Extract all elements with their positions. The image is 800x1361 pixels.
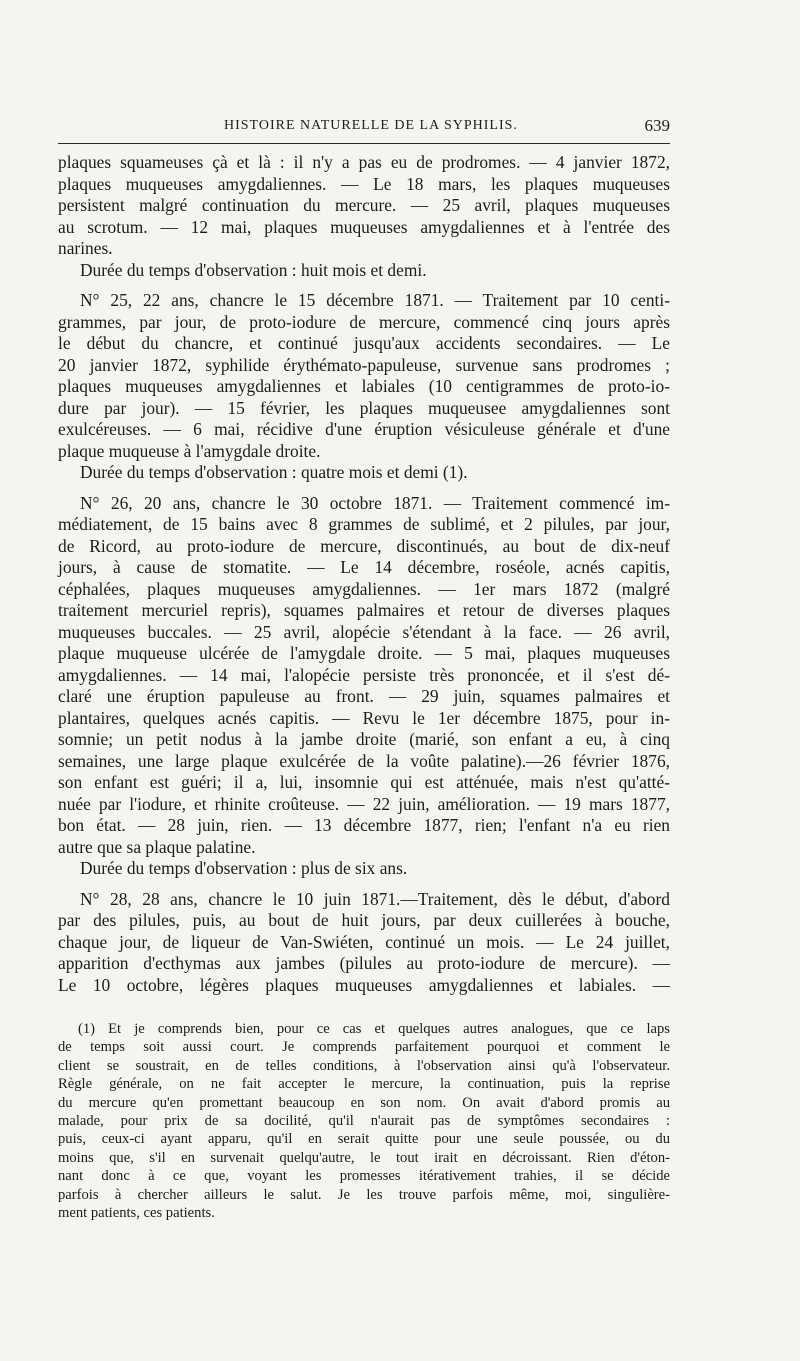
- text-line: persistent malgré continuation du mercure. — 25 avril, plaques muqueuses: [58, 195, 670, 215]
- text-line: son enfant est guéri; il a, lui, insomnie qui est atténuée, mais n'est qu'atté-: [58, 772, 670, 792]
- footnote-line: du mercure qu'en promettant beaucoup en son nom. On avait d'abord promis au: [58, 1094, 670, 1111]
- paragraph-observation-duration: [58, 260, 670, 282]
- footnote-line: nant donc à ce que, voyant les promesses itérativement trahies, il se décide: [58, 1168, 670, 1185]
- text-line: autre que sa plaque palatine.: [58, 836, 256, 857]
- footnote-line: puis, ceux-ci ayant apparu, qu'il en serait quitte pour une seule poussée, ou du: [58, 1131, 670, 1148]
- text-line: somnie; un petit nodus à la jambe droite (marié, son enfant a eu, à cinq: [58, 729, 670, 749]
- text-line: de Ricord, au proto-iodure de mercure, discontinués, au bout de dix-neuf: [58, 535, 670, 556]
- text-line: traitement mercuriel repris), squames palmaires et retour de diverses plaques: [58, 600, 670, 620]
- text-line: chaque jour, de liqueur de Van-Swiéten, continué un mois. — Le 24 juillet,: [58, 931, 670, 952]
- text-line: grammes, par jour, de proto-iodure de mercure, commencé cinq jours après: [58, 311, 670, 332]
- text-line: plaques squameuses çà et là : il n'y a pas eu de prodromes. — 4 janvier 1872,: [58, 152, 670, 172]
- text-line: Durée du temps d'observation : quatre mois et demi (1).: [80, 462, 468, 482]
- text-line: par des pilules, puis, au bout de huit jours, par deux cuillerées à bouche,: [58, 910, 670, 930]
- text-line: médiatement, de 15 bains avec 8 grammes de sublimé, et 2 pilules, par jour,: [58, 514, 670, 534]
- text-line: bon état. — 28 juin, rien. — 13 décembre 1877, rien; l'enfant n'a eu rien: [58, 815, 670, 835]
- header-rule: [58, 143, 670, 144]
- text-line: jours, à cause de stomatite. — Le 14 décembre, roséole, acnés capitis,: [58, 557, 670, 577]
- paragraph-observation-duration: [58, 858, 670, 880]
- text-line: plaque muqueuse à l'amygdale droite.: [58, 440, 321, 461]
- text-line: narines.: [58, 238, 113, 258]
- paragraph-case-26: [58, 493, 670, 859]
- text-line: N° 25, 22 ans, chancre le 15 décembre 1871. — Traitement par 10 centi-: [80, 290, 670, 310]
- footnote-line: malade, pour prix de sa docilité, qu'il n'aurait pas de symptômes secondaires :: [58, 1113, 670, 1130]
- main-text: [58, 152, 670, 996]
- footnote: [58, 1020, 670, 1222]
- text-line: le début du chancre, et continué jusqu'aux accidents secondaires. — Le: [58, 333, 670, 353]
- text-line: Durée du temps d'observation : plus de six ans.: [80, 858, 408, 878]
- text-line: semaines, une large plaque exulcérée de la voûte palatine).—26 février 1876,: [58, 750, 670, 771]
- page-number: 639: [644, 116, 670, 135]
- footnote-line: ment patients, ces patients.: [58, 1205, 215, 1222]
- paragraph-case-28: [58, 889, 670, 997]
- text-line: amygdaliennes. — 14 mai, l'alopécie persiste très prononcée, et il s'est dé-: [58, 664, 670, 685]
- text-line: apparition d'ecthymas aux jambes (pilules au proto-iodure de mercure). —: [58, 953, 670, 973]
- text-line: plaques muqueuses amygdaliennes. — Le 18 mars, les plaques muqueuses: [58, 173, 670, 194]
- text-line: céphalées, plaques muqueuses amygdaliennes. — 1er mars 1872 (malgré: [58, 578, 670, 599]
- footnote-line: (1) Et je comprends bien, pour ce cas et quelques autres analogues, que ce laps: [78, 1021, 670, 1037]
- text-line: exulcéreuses. — 6 mai, récidive d'une éruption vésiculeuse générale et d'une: [58, 419, 670, 439]
- text-line: Durée du temps d'observation : huit mois et demi.: [80, 259, 427, 280]
- running-header: [58, 114, 670, 138]
- text-line: muqueuses buccales. — 25 avril, alopécie s'étendant à la face. — 26 avril,: [58, 621, 670, 642]
- running-title: HISTOIRE NATURELLE DE LA SYPHILIS.: [224, 118, 518, 133]
- paragraph-continued: [58, 152, 670, 260]
- footnote-line: de temps soit aussi court. Je comprends parfaitement pourquoi et comment le: [58, 1039, 670, 1056]
- text-line: au scrotum. — 12 mai, plaques muqueuses amygdaliennes et à l'entrée des: [58, 216, 670, 237]
- text-line: N° 28, 28 ans, chancre le 10 juin 1871.—Traitement, dès le début, d'abord: [80, 888, 670, 909]
- text-line: claré une éruption papuleuse au front. — 29 juin, squames palmaires et: [58, 686, 670, 706]
- text-line: plaques muqueuses amygdaliennes et labiales (10 centigrammes de proto-io-: [58, 376, 670, 396]
- text-line: Le 10 octobre, légères plaques muqueuses amygdaliennes et labiales. —: [58, 974, 670, 995]
- footnote-line: client se soustrait, en de telles conditions, à l'observation ainsi qu'à l'observateur.: [58, 1057, 670, 1074]
- text-line: N° 26, 20 ans, chancre le 30 octobre 1871. — Traitement commencé im-: [80, 492, 670, 513]
- text-line: 20 janvier 1872, syphilide érythémato-papuleuse, survenue sans prodromes ;: [58, 354, 670, 375]
- paragraph-case-25: [58, 290, 670, 462]
- footnote-line: Règle générale, on ne fait accepter le mercure, la continuation, puis la reprise: [58, 1076, 670, 1093]
- footnote-line: moins que, s'il en survenait quelqu'autre, le tout irait en décroissant. Rien d'éton-: [58, 1149, 670, 1166]
- text-line: plantaires, quelques acnés capitis. — Revu le 1er décembre 1875, pour in-: [58, 707, 670, 728]
- text-line: dure par jour). — 15 février, les plaques muqueusee amygdaliennes sont: [58, 397, 670, 418]
- text-line: plaque muqueuse ulcérée de l'amygdale droite. — 5 mai, plaques muqueuses: [58, 643, 670, 663]
- text-line: nuée par l'iodure, et rhinite croûteuse. — 22 juin, amélioration. — 19 mars 1877,: [58, 793, 670, 814]
- paragraph-observation-duration: [58, 462, 670, 484]
- footnote-line: parfois à chercher ailleurs le salut. Je les trouve parfois même, moi, singulière-: [58, 1186, 670, 1203]
